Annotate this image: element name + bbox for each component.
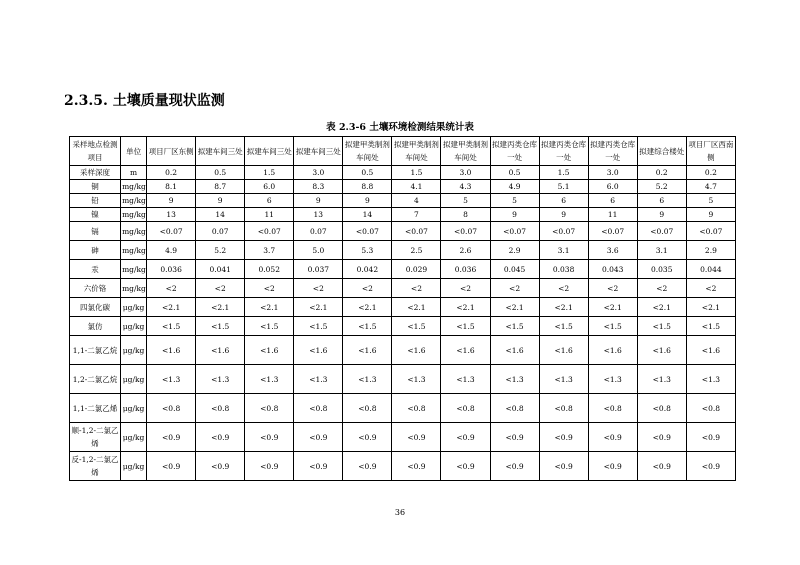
value-cell: 0.038 <box>539 260 588 279</box>
value-cell: 6 <box>588 194 637 208</box>
row-item-cell: 六价铬 <box>70 279 121 298</box>
value-cell: 0.029 <box>392 260 441 279</box>
value-cell: <1.6 <box>196 336 245 365</box>
header-unit-cell: 单位 <box>121 137 147 166</box>
value-cell: 0.044 <box>686 260 735 279</box>
value-cell: <2.1 <box>245 298 294 317</box>
value-cell: <2.1 <box>686 298 735 317</box>
value-cell: 0.043 <box>588 260 637 279</box>
value-cell: <1.5 <box>294 317 343 336</box>
value-cell: <2 <box>294 279 343 298</box>
value-cell: <1.3 <box>637 365 686 394</box>
value-cell: <0.07 <box>539 222 588 241</box>
table-row <box>70 208 736 222</box>
row-unit-cell: mg/kg <box>121 279 147 298</box>
value-cell: <0.9 <box>637 452 686 481</box>
value-cell: <2.1 <box>343 298 392 317</box>
value-cell: 9 <box>637 208 686 222</box>
row-unit-cell: μg/kg <box>121 365 147 394</box>
value-cell: <0.8 <box>147 394 196 423</box>
value-cell: <2 <box>588 279 637 298</box>
value-cell: 4.9 <box>147 241 196 260</box>
value-cell: 7 <box>392 208 441 222</box>
table-row <box>70 336 736 365</box>
value-cell: <0.8 <box>490 394 539 423</box>
row-unit-cell: μg/kg <box>121 336 147 365</box>
value-cell: <0.07 <box>490 222 539 241</box>
value-cell: 6 <box>245 194 294 208</box>
value-cell: 9 <box>490 208 539 222</box>
header-location-cell: 拟建丙类仓库一处 <box>490 137 539 166</box>
value-cell: <1.5 <box>392 317 441 336</box>
value-cell: 14 <box>196 208 245 222</box>
row-item-cell: 镉 <box>70 222 121 241</box>
value-cell: <0.07 <box>441 222 490 241</box>
row-item-cell: 汞 <box>70 260 121 279</box>
value-cell: <2 <box>245 279 294 298</box>
value-cell: 13 <box>294 208 343 222</box>
value-cell: <1.6 <box>490 336 539 365</box>
value-cell: <0.9 <box>490 423 539 452</box>
value-cell: <0.8 <box>294 394 343 423</box>
value-cell: 1.5 <box>245 166 294 180</box>
value-cell: 2.5 <box>392 241 441 260</box>
row-item-cell: 顺-1,2-二氯乙烯 <box>70 423 121 452</box>
value-cell: <0.9 <box>539 452 588 481</box>
value-cell: 0.07 <box>196 222 245 241</box>
value-cell: 1.5 <box>539 166 588 180</box>
value-cell: <0.8 <box>441 394 490 423</box>
table-row <box>70 222 736 241</box>
value-cell: <2 <box>686 279 735 298</box>
value-cell: <0.9 <box>294 423 343 452</box>
row-unit-cell: μg/kg <box>121 298 147 317</box>
value-cell: 9 <box>294 194 343 208</box>
value-cell: <0.07 <box>245 222 294 241</box>
value-cell: <2.1 <box>539 298 588 317</box>
value-cell: 3.0 <box>588 166 637 180</box>
table-row <box>70 452 736 481</box>
value-cell: 6.0 <box>245 180 294 194</box>
value-cell: 13 <box>147 208 196 222</box>
value-cell: <0.07 <box>392 222 441 241</box>
value-cell: 0.042 <box>343 260 392 279</box>
value-cell: <0.9 <box>441 452 490 481</box>
row-unit-cell: μg/kg <box>121 317 147 336</box>
value-cell: <0.9 <box>196 452 245 481</box>
value-cell: 0.052 <box>245 260 294 279</box>
value-cell: 0.2 <box>637 166 686 180</box>
table-row <box>70 241 736 260</box>
value-cell: 3.6 <box>588 241 637 260</box>
value-cell: 4.9 <box>490 180 539 194</box>
value-cell: <0.9 <box>588 423 637 452</box>
header-location-cell: 拟建综合楼处 <box>637 137 686 166</box>
value-cell: 5.3 <box>343 241 392 260</box>
value-cell: <1.5 <box>147 317 196 336</box>
value-cell: <1.5 <box>343 317 392 336</box>
value-cell: <0.8 <box>637 394 686 423</box>
value-cell: <0.9 <box>392 452 441 481</box>
table-row <box>70 166 736 180</box>
value-cell: 4.7 <box>686 180 735 194</box>
value-cell: <0.9 <box>294 452 343 481</box>
row-item-cell: 砷 <box>70 241 121 260</box>
row-item-cell: 四氯化碳 <box>70 298 121 317</box>
value-cell: <2 <box>441 279 490 298</box>
value-cell: 8 <box>441 208 490 222</box>
value-cell: <0.9 <box>539 423 588 452</box>
value-cell: 4 <box>392 194 441 208</box>
value-cell: <0.9 <box>392 423 441 452</box>
value-cell: <1.5 <box>441 317 490 336</box>
value-cell: 0.037 <box>294 260 343 279</box>
value-cell: 11 <box>588 208 637 222</box>
value-cell: <2.1 <box>196 298 245 317</box>
section-heading: 2.3.5. 土壤质量现状监测 <box>64 93 225 109</box>
table-row <box>70 423 736 452</box>
row-item-cell: 1,1-二氯乙烯 <box>70 394 121 423</box>
row-item-cell: 反-1,2-二氯乙烯 <box>70 452 121 481</box>
value-cell: 0.036 <box>441 260 490 279</box>
value-cell: 0.2 <box>686 166 735 180</box>
value-cell: 11 <box>245 208 294 222</box>
value-cell: <0.9 <box>196 423 245 452</box>
table-caption: 表 2.3-6 土壤环境检测结果统计表 <box>326 122 474 133</box>
value-cell: <1.6 <box>294 336 343 365</box>
value-cell: <0.07 <box>147 222 196 241</box>
value-cell: <1.6 <box>343 336 392 365</box>
value-cell: <2 <box>490 279 539 298</box>
header-location-cell: 拟建车间三处 <box>294 137 343 166</box>
value-cell: <0.9 <box>147 423 196 452</box>
value-cell: <0.07 <box>686 222 735 241</box>
value-cell: <0.9 <box>490 452 539 481</box>
row-unit-cell: μg/kg <box>121 394 147 423</box>
row-unit-cell: mg/kg <box>121 194 147 208</box>
header-item-cell: 采样地点检测项目 <box>70 137 121 166</box>
value-cell: <1.6 <box>539 336 588 365</box>
header-location-cell: 拟建丙类仓库一处 <box>539 137 588 166</box>
header-location-cell: 拟建甲类制剂车间处 <box>343 137 392 166</box>
value-cell: 2.9 <box>686 241 735 260</box>
value-cell: <1.5 <box>245 317 294 336</box>
value-cell: 3.0 <box>294 166 343 180</box>
value-cell: <0.8 <box>196 394 245 423</box>
value-cell: <2.1 <box>147 298 196 317</box>
value-cell: <1.5 <box>539 317 588 336</box>
value-cell: <1.3 <box>147 365 196 394</box>
row-unit-cell: mg/kg <box>121 260 147 279</box>
header-location-cell: 项目厂区东侧 <box>147 137 196 166</box>
value-cell: <2 <box>539 279 588 298</box>
value-cell: 6 <box>539 194 588 208</box>
header-location-cell: 项目厂区西南侧 <box>686 137 735 166</box>
row-unit-cell: mg/kg <box>121 180 147 194</box>
value-cell: <1.6 <box>637 336 686 365</box>
value-cell: 0.5 <box>490 166 539 180</box>
table-row <box>70 279 736 298</box>
value-cell: 0.045 <box>490 260 539 279</box>
row-unit-cell: μg/kg <box>121 452 147 481</box>
header-location-cell: 拟建甲类制剂车间处 <box>392 137 441 166</box>
value-cell: 6 <box>637 194 686 208</box>
value-cell: <1.3 <box>392 365 441 394</box>
value-cell: 2.6 <box>441 241 490 260</box>
row-unit-cell: mg/kg <box>121 222 147 241</box>
table-row <box>70 260 736 279</box>
value-cell: 3.1 <box>637 241 686 260</box>
value-cell: <0.9 <box>686 423 735 452</box>
value-cell: <1.5 <box>588 317 637 336</box>
value-cell: 9 <box>343 194 392 208</box>
value-cell: <0.9 <box>588 452 637 481</box>
header-location-cell: 拟建车间三处 <box>245 137 294 166</box>
value-cell: <1.3 <box>294 365 343 394</box>
value-cell: 9 <box>539 208 588 222</box>
value-cell: <1.6 <box>245 336 294 365</box>
row-unit-cell: mg/kg <box>121 241 147 260</box>
value-cell: 0.5 <box>343 166 392 180</box>
value-cell: 0.5 <box>196 166 245 180</box>
value-cell: <0.9 <box>637 423 686 452</box>
value-cell: 9 <box>686 208 735 222</box>
table-header-row <box>70 137 736 166</box>
value-cell: <1.3 <box>539 365 588 394</box>
value-cell: <1.6 <box>588 336 637 365</box>
value-cell: <1.3 <box>441 365 490 394</box>
value-cell: 9 <box>196 194 245 208</box>
table-row <box>70 194 736 208</box>
value-cell: <2.1 <box>294 298 343 317</box>
value-cell: <0.07 <box>343 222 392 241</box>
value-cell: <1.6 <box>441 336 490 365</box>
value-cell: 4.3 <box>441 180 490 194</box>
row-item-cell: 铅 <box>70 194 121 208</box>
table-row <box>70 317 736 336</box>
value-cell: <1.3 <box>588 365 637 394</box>
table-row <box>70 180 736 194</box>
value-cell: <0.8 <box>392 394 441 423</box>
value-cell: <0.9 <box>147 452 196 481</box>
row-item-cell: 铜 <box>70 180 121 194</box>
table-row <box>70 365 736 394</box>
value-cell: <1.6 <box>392 336 441 365</box>
row-item-cell: 镍 <box>70 208 121 222</box>
value-cell: 9 <box>147 194 196 208</box>
value-cell: <0.8 <box>686 394 735 423</box>
value-cell: <0.9 <box>441 423 490 452</box>
value-cell: <2.1 <box>490 298 539 317</box>
row-item-cell: 采样深度 <box>70 166 121 180</box>
value-cell: <2 <box>637 279 686 298</box>
value-cell: 5.1 <box>539 180 588 194</box>
value-cell: <1.6 <box>686 336 735 365</box>
value-cell: <2 <box>392 279 441 298</box>
value-cell: 14 <box>343 208 392 222</box>
value-cell: <2.1 <box>588 298 637 317</box>
value-cell: 5.2 <box>637 180 686 194</box>
value-cell: <1.5 <box>490 317 539 336</box>
soil-results-table <box>69 136 736 481</box>
value-cell: <1.6 <box>147 336 196 365</box>
value-cell: <1.5 <box>196 317 245 336</box>
value-cell: 6.0 <box>588 180 637 194</box>
value-cell: 1.5 <box>392 166 441 180</box>
value-cell: 3.0 <box>441 166 490 180</box>
header-location-cell: 拟建甲类制剂车间处 <box>441 137 490 166</box>
value-cell: <0.07 <box>637 222 686 241</box>
value-cell: 5 <box>490 194 539 208</box>
page-number: 36 <box>394 508 406 517</box>
value-cell: <2.1 <box>637 298 686 317</box>
table-row <box>70 298 736 317</box>
row-item-cell: 1,1-二氯乙烷 <box>70 336 121 365</box>
table-row <box>70 394 736 423</box>
value-cell: 3.7 <box>245 241 294 260</box>
value-cell: <1.5 <box>637 317 686 336</box>
value-cell: <2 <box>343 279 392 298</box>
value-cell: <0.9 <box>245 423 294 452</box>
value-cell: <0.9 <box>343 423 392 452</box>
row-unit-cell: μg/kg <box>121 423 147 452</box>
value-cell: <0.9 <box>245 452 294 481</box>
value-cell: <2.1 <box>441 298 490 317</box>
header-location-cell: 拟建车间三处 <box>196 137 245 166</box>
value-cell: 5 <box>686 194 735 208</box>
value-cell: 5.0 <box>294 241 343 260</box>
value-cell: 8.7 <box>196 180 245 194</box>
value-cell: <2 <box>147 279 196 298</box>
value-cell: 3.1 <box>539 241 588 260</box>
value-cell: 8.1 <box>147 180 196 194</box>
value-cell: <0.8 <box>539 394 588 423</box>
value-cell: <0.9 <box>686 452 735 481</box>
value-cell: 8.8 <box>343 180 392 194</box>
value-cell: 0.036 <box>147 260 196 279</box>
value-cell: 5.2 <box>196 241 245 260</box>
value-cell: <1.5 <box>686 317 735 336</box>
value-cell: <0.8 <box>343 394 392 423</box>
value-cell: <0.9 <box>343 452 392 481</box>
row-item-cell: 氯仿 <box>70 317 121 336</box>
value-cell: 4.1 <box>392 180 441 194</box>
value-cell: 5 <box>441 194 490 208</box>
value-cell: <0.07 <box>588 222 637 241</box>
value-cell: 8.3 <box>294 180 343 194</box>
row-item-cell: 1,2-二氯乙烷 <box>70 365 121 394</box>
value-cell: 0.07 <box>294 222 343 241</box>
value-cell: <1.3 <box>245 365 294 394</box>
value-cell: <1.3 <box>196 365 245 394</box>
value-cell: 0.035 <box>637 260 686 279</box>
value-cell: <1.3 <box>343 365 392 394</box>
value-cell: 0.041 <box>196 260 245 279</box>
row-unit-cell: m <box>121 166 147 180</box>
row-unit-cell: mg/kg <box>121 208 147 222</box>
value-cell: <2 <box>196 279 245 298</box>
value-cell: <0.8 <box>588 394 637 423</box>
value-cell: <0.8 <box>245 394 294 423</box>
header-location-cell: 拟建丙类仓库一处 <box>588 137 637 166</box>
value-cell: <1.3 <box>686 365 735 394</box>
value-cell: 0.2 <box>147 166 196 180</box>
value-cell: 2.9 <box>490 241 539 260</box>
value-cell: <2.1 <box>392 298 441 317</box>
value-cell: <1.3 <box>490 365 539 394</box>
